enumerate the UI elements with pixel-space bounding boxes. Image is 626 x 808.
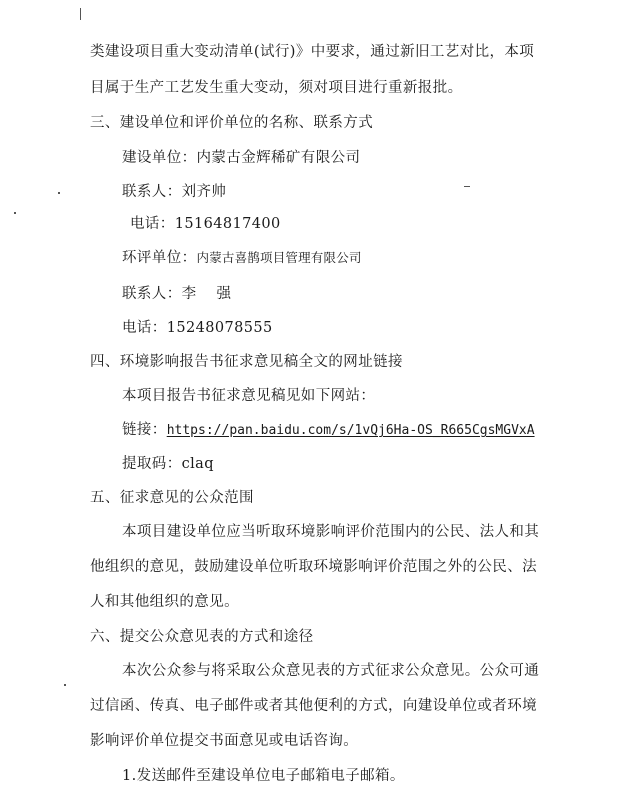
code-label: 提取码： xyxy=(122,456,182,472)
section-3-heading: 三、建设单位和评价单位的名称、联系方式 xyxy=(90,115,374,131)
evaluator-label: 环评单位： xyxy=(122,250,197,266)
phone2-value: 15248078555 xyxy=(166,320,273,336)
scan-dot-left-3 xyxy=(64,684,66,686)
section-6-line-3: 影响评价单位提交书面意见或电话咨询。 xyxy=(90,733,359,749)
section-5-line-2: 他组织的意见，鼓励建设单位听取环境影响评价范围之外的公民、法 xyxy=(90,559,537,575)
code-row xyxy=(122,454,214,474)
section-6-line-1: 本次公众参与将采取公众意见表的方式征求公众意见。公众可通 xyxy=(122,663,540,679)
builder-label: 建设单位： xyxy=(122,150,197,166)
evaluator-row xyxy=(122,248,362,268)
phone1-label: 电话： xyxy=(130,216,175,232)
section-4-heading: 四、环境影响报告书征求意见稿全文的网址链接 xyxy=(90,354,403,370)
section-5-heading: 五、征求意见的公众范围 xyxy=(90,490,254,506)
scan-dot-left-2 xyxy=(14,212,16,214)
section-4-intro: 本项目报告书征求意见稿见如下网站： xyxy=(122,388,376,404)
contact2-row xyxy=(122,284,231,304)
section-6-line-2: 过信函、传真、电子邮件或者其他便利的方式，向建设单位或者环境 xyxy=(90,698,537,714)
code-value: claq xyxy=(181,456,214,472)
contact1-label: 联系人： xyxy=(122,184,182,200)
section-5-line-1: 本项目建设单位应当听取环境影响评价范围内的公民、法人和其 xyxy=(122,524,540,540)
scan-dash-right xyxy=(464,186,470,187)
link-label: 链接： xyxy=(122,422,167,438)
section-5-line-3: 人和其他组织的意见。 xyxy=(90,594,239,610)
phone2-row xyxy=(122,318,273,338)
scan-mark-top xyxy=(80,8,81,20)
section-6-item-1: 1.发送邮件至建设单位电子邮箱电子邮箱。 xyxy=(122,768,405,784)
contact1-value: 刘齐帅 xyxy=(181,184,227,200)
builder-value: 内蒙古金辉稀矿有限公司 xyxy=(196,150,361,166)
link-row xyxy=(122,420,535,441)
intro-line-2: 目属于生产工艺发生重大变动，须对项目进行重新报批。 xyxy=(90,80,463,96)
phone1-value: 15164817400 xyxy=(174,216,281,232)
scan-dot-left xyxy=(58,192,60,194)
intro-line-1: 类建设项目重大变动清单(试行)》中要求，通过新旧工艺对比，本项 xyxy=(90,44,535,60)
download-link[interactable]: https://pan.baidu.com/s/1vQj6Ha-OS_R665CgsMGVxA xyxy=(166,423,535,438)
evaluator-value: 内蒙古喜鹊项目管理有限公司 xyxy=(196,250,362,265)
contact2-value: 李 强 xyxy=(181,286,232,302)
builder-row xyxy=(122,148,360,168)
phone2-label: 电话： xyxy=(122,320,167,336)
contact2-label: 联系人： xyxy=(122,286,182,302)
contact1-row xyxy=(122,182,226,202)
phone1-row xyxy=(130,214,281,234)
section-6-heading: 六、提交公众意见表的方式和途径 xyxy=(90,629,314,645)
